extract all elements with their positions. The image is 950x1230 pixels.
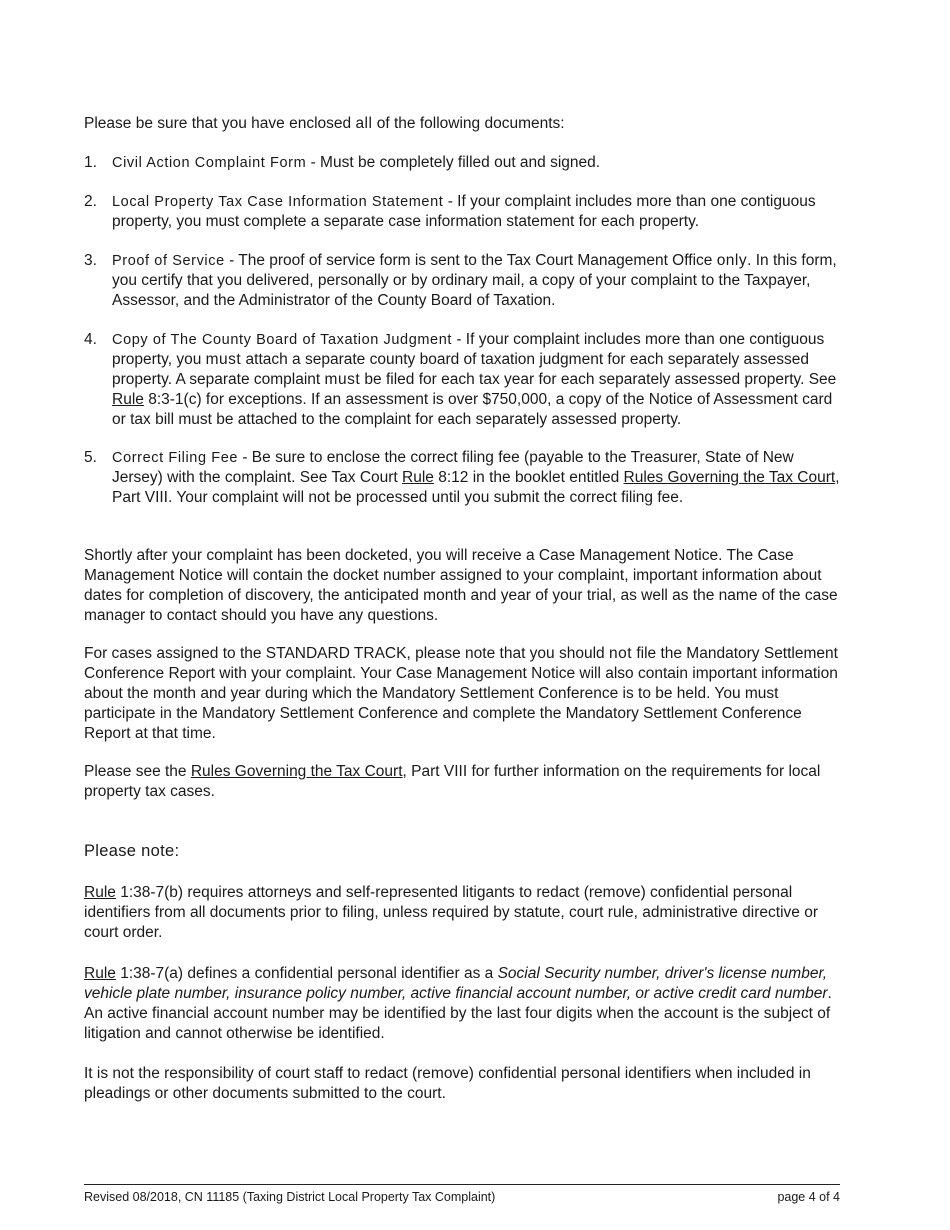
item-number: 1. — [84, 154, 97, 171]
rule-link[interactable]: Rule — [402, 469, 434, 486]
list-item: 2. Local Property Tax Case Information Statement - If your complaint includes more than one contiguous property, you must complete a separate case information statement for each property. — [84, 193, 816, 230]
list-item: 3. Proof of Service - The proof of service form is sent to the Tax Court Management Office only. In this form, you certify that you delivered, personally or by ordinary mail, a copy of your complaint to the Taxpayer, Assessor, and the Administrator of the County Board of Taxation. — [84, 252, 837, 309]
footer-page-number: page 4 of 4 — [777, 1190, 840, 1204]
booklet-link[interactable]: Rules Governing the Tax Court — [623, 469, 836, 486]
note-paragraph-1: Rule 1:38-7(b) requires attorneys and self-represented litigants to redact (remove) confidential personal identifiers from all documents prior to filing, unless required by statute, court rule, administrative directive or court order. — [84, 884, 818, 941]
list-item: 4. Copy of The County Board of Taxation Judgment - If your complaint includes more than one contiguous property, you must attach a separate county board of taxation judgment for each separately assessed property. A separate complaint must be filed for each tax year for each separately assessed property. See Rule 8:3-1(c) for exceptions. If an assessment is over $750,000, a copy of the Notice of Assessment card or tax bill must be attached to the complaint for each separately assessed property. — [84, 331, 837, 428]
docketed-paragraph: Shortly after your complaint has been docketed, you will receive a Case Management Notice. The Case Management Notice will contain the docket number assigned to your complaint, important information about dates for completion of discovery, the anticipated month and year of your trial, as well as the name of the case manager to contact should you have any questions. — [84, 547, 838, 624]
note-paragraph-2: Rule 1:38-7(a) defines a confidential personal identifier as a Social Security number, driver's license number, vehicle plate number, insurance policy number, active financial account number, or active credit card number. An active financial account number may be identified by the last four digits when the account is the subject of litigation and cannot otherwise be identified. — [84, 965, 832, 1042]
list-item: 5. Correct Filing Fee - Be sure to enclose the correct filing fee (payable to the Treasurer, State of New Jersey) with the complaint. See Tax Court Rule 8:12 in the booklet entitled Rules Governing the Tax Court, Part VIII. Your complaint will not be processed until you submit the correct filing fee. — [84, 449, 840, 506]
item-number: 4. — [84, 331, 97, 348]
item-term: Copy of The County Board of Taxation Judgment — [112, 332, 453, 348]
standard-track-paragraph: For cases assigned to the STANDARD TRACK, please note that you should not file the Mandatory Settlement Conference Report with your complaint. Your Case Management Notice will also contain important information about the month and year during which the Mandatory Settlement Conference is to be held. You must participate in the Mandatory Settlement Conference and complete the Mandatory Settlement Conference Report at that time. — [84, 645, 838, 742]
item-term: Correct Filing Fee — [112, 450, 239, 466]
item-term: Civil Action Complaint Form — [112, 155, 307, 171]
rules-link[interactable]: Rules Governing the Tax Court — [190, 763, 403, 780]
item-term: Proof of Service — [112, 253, 225, 269]
list-item: 1. Civil Action Complaint Form - Must be completely filled out and signed. — [84, 154, 601, 171]
note-paragraph-3: It is not the responsibility of court staff to redact (remove) confidential personal identifiers when included in pleadings or other documents submitted to the court. — [84, 1065, 811, 1102]
footer-revision: Revised 08/2018, CN 11185 (Taxing District Local Property Tax Complaint) — [84, 1190, 496, 1204]
rule-link[interactable]: Rule — [84, 884, 116, 901]
rule-link[interactable]: Rule — [84, 965, 116, 982]
item-term: Local Property Tax Case Information Statement — [112, 194, 444, 210]
note-heading: Please note: — [84, 842, 180, 860]
item-number: 2. — [84, 193, 97, 210]
intro-line: Please be sure that you have enclosed all of the following documents: — [84, 115, 565, 132]
see-rules-paragraph: Please see the Rules Governing the Tax Court, Part VIII for further information on the requirements for local property tax cases. — [84, 763, 821, 800]
item-number: 5. — [84, 449, 97, 466]
item-number: 3. — [84, 252, 97, 269]
footer-divider — [84, 1184, 840, 1185]
intro-emphasis: all — [355, 115, 373, 132]
rule-link[interactable]: Rule — [112, 391, 144, 408]
